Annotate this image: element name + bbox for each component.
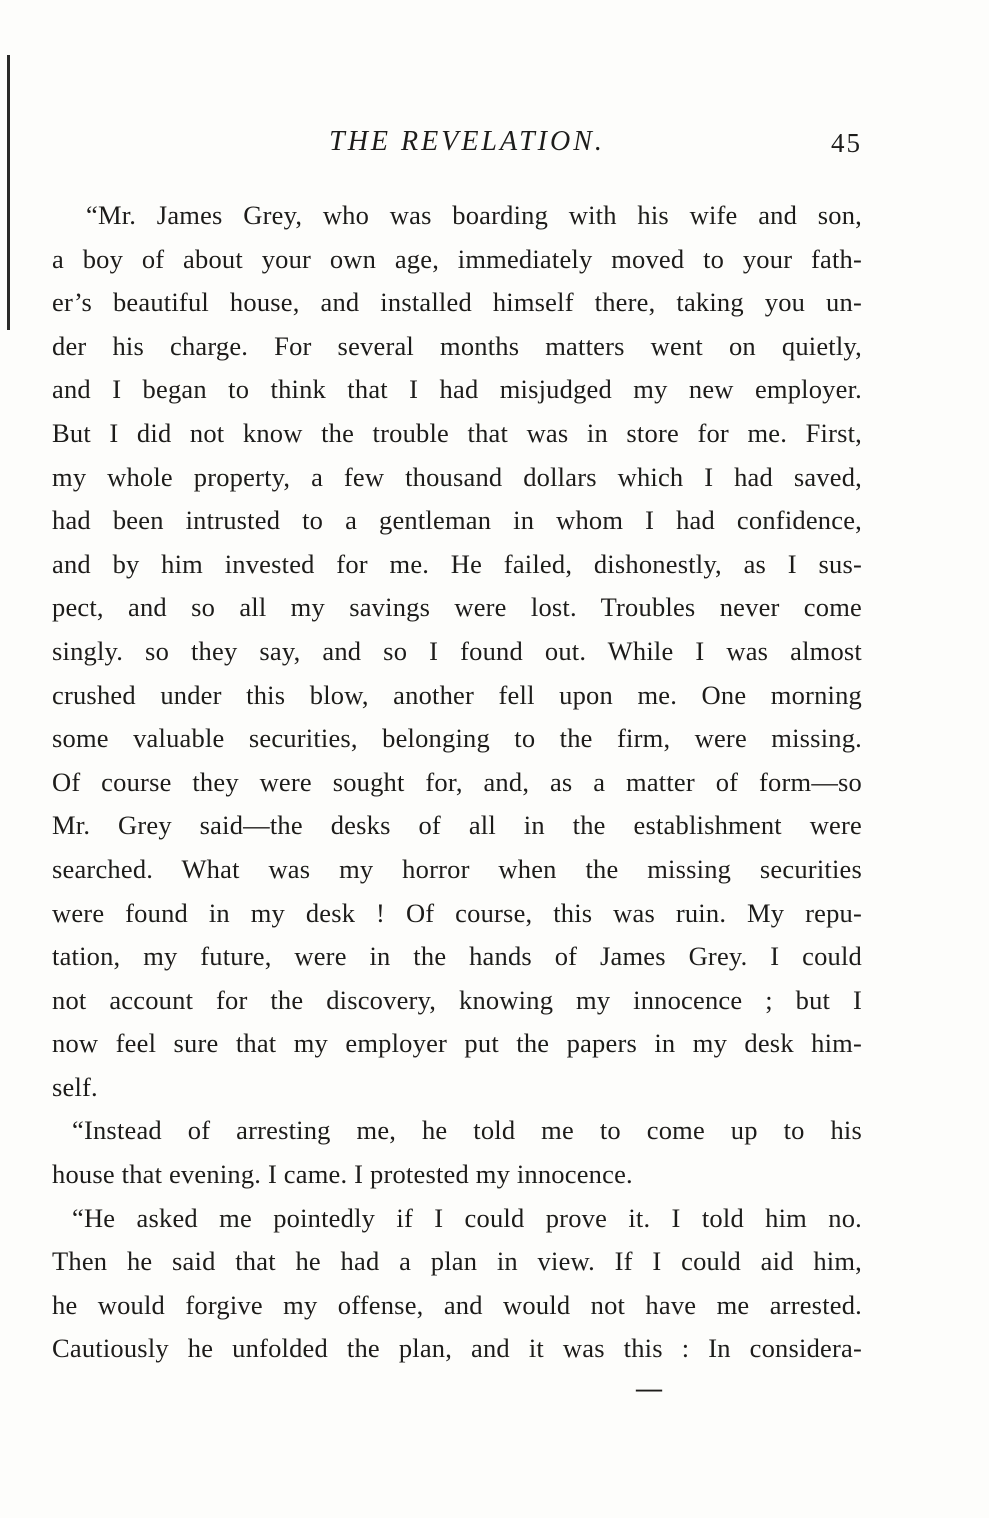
text-line: a boy of about your own age, immediately moved to your fath- bbox=[52, 243, 862, 274]
scan-edge-artifact bbox=[7, 55, 10, 330]
text-line: he would forgive my offense, and would not have me arrested. bbox=[52, 1289, 862, 1320]
text-line: der his charge. For several months matters went on quietly, bbox=[52, 330, 862, 361]
text-line: and by him invested for me. He failed, dishonestly, as I sus- bbox=[52, 548, 862, 579]
text-line: Mr. Grey said—the desks of all in the establishment were bbox=[52, 810, 862, 841]
text-line: and I began to think that I had misjudged my new employer. bbox=[52, 374, 862, 405]
body-text bbox=[52, 194, 862, 1371]
text-line: “He asked me pointedly if I could prove it. I told him no. bbox=[72, 1202, 862, 1233]
text-line: now feel sure that my employer put the papers in my desk him- bbox=[52, 1028, 862, 1059]
text-line: Of course they were sought for, and, as a matter of form—so bbox=[52, 766, 862, 797]
stray-dash-artifact: — bbox=[636, 1374, 663, 1403]
running-title: THE REVELATION. bbox=[329, 126, 605, 157]
text-line: searched. What was my horror when the missing securities bbox=[52, 853, 862, 884]
text-line: pect, and so all my savings were lost. Troubles never come bbox=[52, 592, 862, 623]
text-line: house that evening. I came. I protested my innocence. bbox=[52, 1159, 633, 1190]
page-number: 45 bbox=[831, 128, 862, 158]
text-line: had been intrusted to a gentleman in whom I had confidence, bbox=[52, 505, 862, 536]
text-line: “Instead of arresting me, he told me to come up to his bbox=[72, 1115, 862, 1146]
text-line: “Mr. James Grey, who was boarding with his wife and son, bbox=[86, 200, 862, 230]
text-line: singly. so they say, and so I found out. While I was almost bbox=[52, 635, 862, 666]
text-line: er’s beautiful house, and installed himself there, taking you un- bbox=[52, 287, 862, 318]
page-header bbox=[52, 126, 882, 166]
text-line: Cautiously he unfolded the plan, and it was this : In considera- bbox=[52, 1333, 862, 1364]
text-line: crushed under this blow, another fell upon me. One morning bbox=[52, 679, 862, 710]
text-line: But I did not know the trouble that was in store for me. First, bbox=[52, 417, 862, 448]
text-line: some valuable securities, belonging to the firm, were missing. bbox=[52, 723, 862, 754]
text-line: not account for the discovery, knowing my innocence ; but I bbox=[52, 984, 862, 1015]
text-line: tation, my future, were in the hands of James Grey. I could bbox=[52, 941, 862, 972]
text-line: self. bbox=[52, 1071, 98, 1102]
text-line: were found in my desk ! Of course, this was ruin. My repu- bbox=[52, 897, 862, 928]
text-line: Then he said that he had a plan in view. If I could aid him, bbox=[52, 1246, 862, 1277]
text-line: my whole property, a few thousand dollars which I had saved, bbox=[52, 461, 862, 492]
